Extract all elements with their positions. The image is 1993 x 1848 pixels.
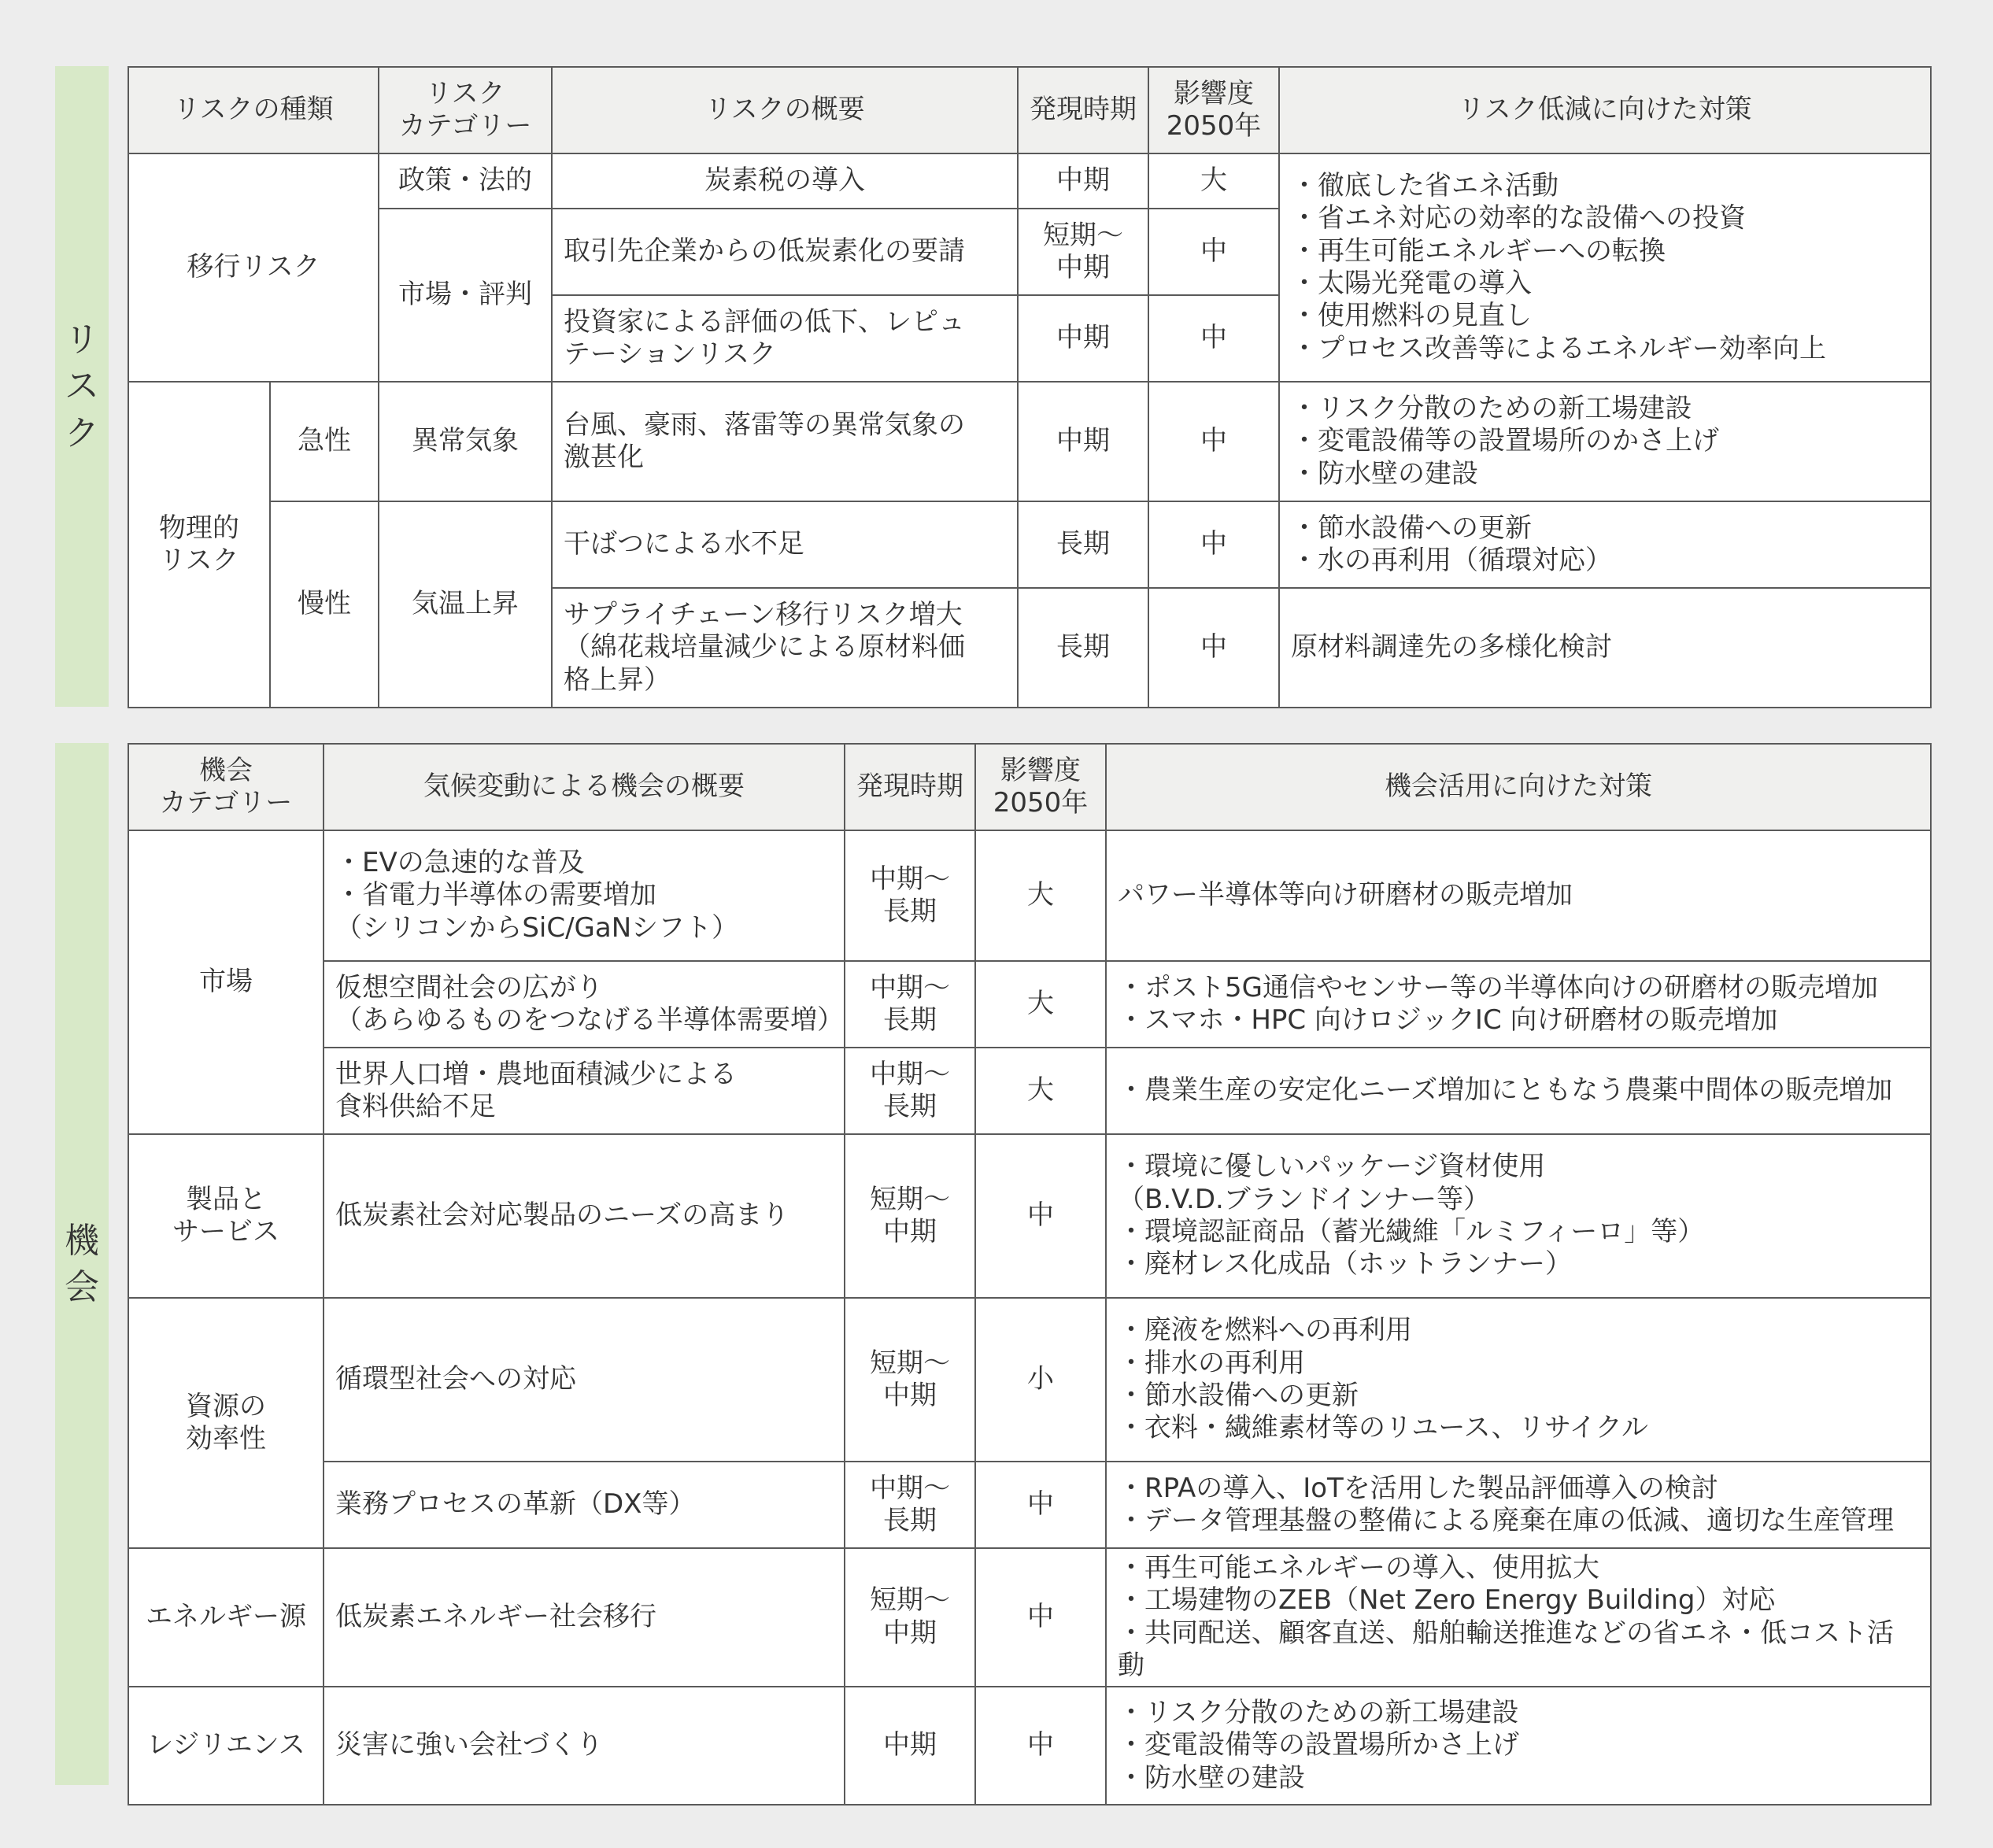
header-risk-category: リスク カテゴリー: [379, 67, 552, 153]
measure-item: ・再生可能エネルギーの導入、使用拡大: [1118, 1552, 1599, 1584]
measure-item: ・廃材レス化成品（ホットランナー）: [1118, 1248, 1572, 1281]
risk-timing: 長期: [1018, 588, 1148, 708]
header-impact: 影響度 2050年: [975, 744, 1106, 830]
opportunity-side-label: 機 会: [55, 743, 109, 1785]
acute-label: 急性: [270, 382, 379, 501]
opportunity-impact: 大: [975, 961, 1106, 1048]
opportunity-impact: 大: [975, 1048, 1106, 1134]
header-risk-measures: リスク低減に向けた対策: [1279, 67, 1931, 153]
opportunity-impact: 中: [975, 1548, 1106, 1687]
opportunity-impact: 大: [975, 830, 1106, 961]
header-opportunity-measures: 機会活用に向けた対策: [1106, 744, 1931, 830]
opportunity-timing: 中期〜 長期: [845, 961, 975, 1048]
measure-item: ・水の再利用（循環対応）: [1291, 545, 1613, 576]
table-row: [128, 830, 1931, 961]
chronic-category: 気温上昇: [379, 501, 552, 708]
table-row: [128, 1548, 1931, 1687]
risk-impact: 大: [1148, 153, 1279, 209]
header-timing: 発現時期: [845, 744, 975, 830]
risk-impact: 中: [1148, 501, 1279, 588]
chronic-label: 慢性: [270, 501, 379, 708]
measure-item: ・スマホ・HPC 向けロジックIC 向け研磨材の販売増加: [1118, 1004, 1778, 1036]
category-market-reputation: 市場・評判: [379, 209, 552, 382]
opportunity-timing: 中期〜 長期: [845, 1048, 975, 1134]
risk-impact: 中: [1148, 588, 1279, 708]
transition-risk-label: 移行リスク: [128, 153, 379, 382]
risk-timing: 中期: [1018, 295, 1148, 382]
opportunity-summary: ・EVの急速的な普及 ・省電力半導体の需要増加 （シリコンからSiC/GaNシフト）: [324, 830, 845, 961]
measure-item: ・ポスト5G通信やセンサー等の半導体向けの研磨材の販売増加: [1118, 971, 1878, 1003]
measure-item: ・省エネ対応の効率的な設備への投資: [1291, 202, 1747, 235]
measure-item: ・節水設備への更新: [1118, 1380, 1359, 1411]
opportunity-summary: 業務プロセスの革新（DX等）: [324, 1462, 845, 1548]
risk-summary: 投資家による評価の低下、レピュ テーションリスク: [552, 295, 1018, 382]
risk-summary: 干ばつによる水不足: [552, 501, 1018, 588]
measure-item: ・衣料・繊維素材等のリユース、リサイクル: [1118, 1412, 1648, 1444]
table-row: [128, 153, 1931, 209]
risk-timing: 中期: [1018, 382, 1148, 501]
measure-item: ・環境に優しいパッケージ資材使用 （B.V.D.ブランドインナー等）: [1118, 1151, 1546, 1215]
opportunity-summary: 低炭素エネルギー社会移行: [324, 1548, 845, 1687]
measure-item: ・変電設備等の設置場所かさ上げ: [1118, 1729, 1519, 1761]
physical-risk-label: 物理的 リスク: [128, 382, 270, 708]
measure-item: ・節水設備への更新: [1291, 512, 1533, 544]
opportunity-timing: 短期〜 中期: [845, 1134, 975, 1298]
opportunity-measures: ・農業生産の安定化ニーズ増加にともなう農薬中間体の販売増加: [1106, 1048, 1931, 1134]
risk-summary: サプライチェーン移行リスク増大 （綿花栽培量減少による原材料価 格上昇）: [552, 588, 1018, 708]
opportunity-timing: 短期〜 中期: [845, 1548, 975, 1687]
measure-item: ・防水壁の建設: [1291, 457, 1479, 490]
measure-item: ・太陽光発電の導入: [1291, 268, 1533, 299]
risk-summary: 台風、豪雨、落雷等の異常気象の 激甚化: [552, 382, 1018, 501]
opportunity-impact: 小: [975, 1298, 1106, 1462]
risk-timing: 短期〜 中期: [1018, 209, 1148, 295]
risk-side-label: リ ス ク: [55, 66, 109, 707]
table-row: [128, 1048, 1931, 1134]
header-timing: 発現時期: [1018, 67, 1148, 153]
measure-item: ・使用燃料の見直し: [1291, 300, 1533, 332]
header-impact: 影響度 2050年: [1148, 67, 1279, 153]
measure-item: ・廃液を燃料への再利用: [1118, 1314, 1412, 1347]
category-products-services: 製品と サービス: [128, 1134, 324, 1298]
acute-measures: [1279, 382, 1931, 501]
opportunity-impact: 中: [975, 1134, 1106, 1298]
acute-category: 異常気象: [379, 382, 552, 501]
header-opportunity-summary: 気候変動による機会の概要: [324, 744, 845, 830]
risk-timing: 長期: [1018, 501, 1148, 588]
opportunity-measures: [1106, 1548, 1931, 1687]
chronic-measures: [1279, 501, 1931, 588]
measure-item: ・共同配送、顧客直送、船舶輸送推進などの省エネ・低コスト活動: [1118, 1617, 1894, 1682]
opportunity-impact: 中: [975, 1687, 1106, 1805]
opportunity-summary: 災害に強い会社づくり: [324, 1687, 845, 1805]
measure-item: ・リスク分散のための新工場建設: [1118, 1696, 1519, 1728]
opportunity-summary: 仮想空間社会の広がり （あらゆるものをつなげる半導体需要増）: [324, 961, 845, 1048]
risk-summary: 炭素税の導入: [552, 153, 1018, 209]
table-row: [128, 1134, 1931, 1298]
risk-impact: 中: [1148, 209, 1279, 295]
risk-timing: 中期: [1018, 153, 1148, 209]
chronic-measures: 原材料調達先の多様化検討: [1279, 588, 1931, 708]
opportunity-measures: [1106, 1687, 1931, 1805]
opportunity-summary: 低炭素社会対応製品のニーズの高まり: [324, 1134, 845, 1298]
measure-item: ・防水壁の建設: [1118, 1761, 1305, 1794]
measure-item: ・徹底した省エネ活動: [1291, 169, 1559, 201]
measure-item: ・環境認証商品（蓄光繊維「ルミフィーロ」等）: [1118, 1216, 1705, 1247]
table-row: [128, 1298, 1931, 1462]
opportunity-summary: 世界人口増・農地面積減少による 食料供給不足: [324, 1048, 845, 1134]
category-resource-efficiency: 資源の 効率性: [128, 1298, 324, 1548]
category-policy-legal: 政策・法的: [379, 153, 552, 209]
measure-item: ・プロセス改善等によるエネルギー効率向上: [1291, 332, 1827, 364]
category-resilience: レジリエンス: [128, 1687, 324, 1805]
measure-item: ・再生可能エネルギーへの転換: [1291, 235, 1666, 267]
header-risk-summary: リスクの概要: [552, 67, 1018, 153]
opportunity-measures: [1106, 1298, 1931, 1462]
opportunity-measures: [1106, 1134, 1931, 1298]
measure-item: ・リスク分散のための新工場建設: [1291, 392, 1692, 424]
opportunity-summary: 循環型社会への対応: [324, 1298, 845, 1462]
risk-summary: 取引先企業からの低炭素化の要請: [552, 209, 1018, 295]
header-opportunity-category: 機会 カテゴリー: [128, 744, 324, 830]
measure-item: ・データ管理基盤の整備による廃棄在庫の低減、適切な生産管理: [1118, 1505, 1894, 1536]
opportunity-table: [128, 743, 1932, 1805]
category-energy-source: エネルギー源: [128, 1548, 324, 1687]
risk-impact: 中: [1148, 382, 1279, 501]
measure-item: ・RPAの導入、IoTを活用した製品評価導入の検討: [1118, 1472, 1718, 1504]
table-row: [128, 961, 1931, 1048]
table-row: [128, 1687, 1931, 1805]
measure-item: ・排水の再利用: [1118, 1347, 1305, 1379]
opportunity-measures: パワー半導体等向け研磨材の販売増加: [1106, 830, 1931, 961]
risk-impact: 中: [1148, 295, 1279, 382]
transition-measures: [1279, 153, 1931, 382]
opportunity-timing: 短期〜 中期: [845, 1298, 975, 1462]
opportunity-timing: 中期: [845, 1687, 975, 1805]
opportunity-timing: 中期〜 長期: [845, 1462, 975, 1548]
category-market: 市場: [128, 830, 324, 1134]
opportunity-measures: [1106, 1462, 1931, 1548]
header-risk-type: リスクの種類: [128, 67, 379, 153]
measure-item: ・工場建物のZEB（Net Zero Energy Building）対応: [1118, 1584, 1776, 1617]
table-row: [128, 501, 1931, 588]
table-row: [128, 1462, 1931, 1548]
risk-table: [128, 66, 1932, 708]
opportunity-measures: [1106, 961, 1931, 1048]
opportunity-timing: 中期〜 長期: [845, 830, 975, 961]
table-row: [128, 382, 1931, 501]
measure-item: ・変電設備等の設置場所のかさ上げ: [1291, 425, 1720, 457]
opportunity-impact: 中: [975, 1462, 1106, 1548]
